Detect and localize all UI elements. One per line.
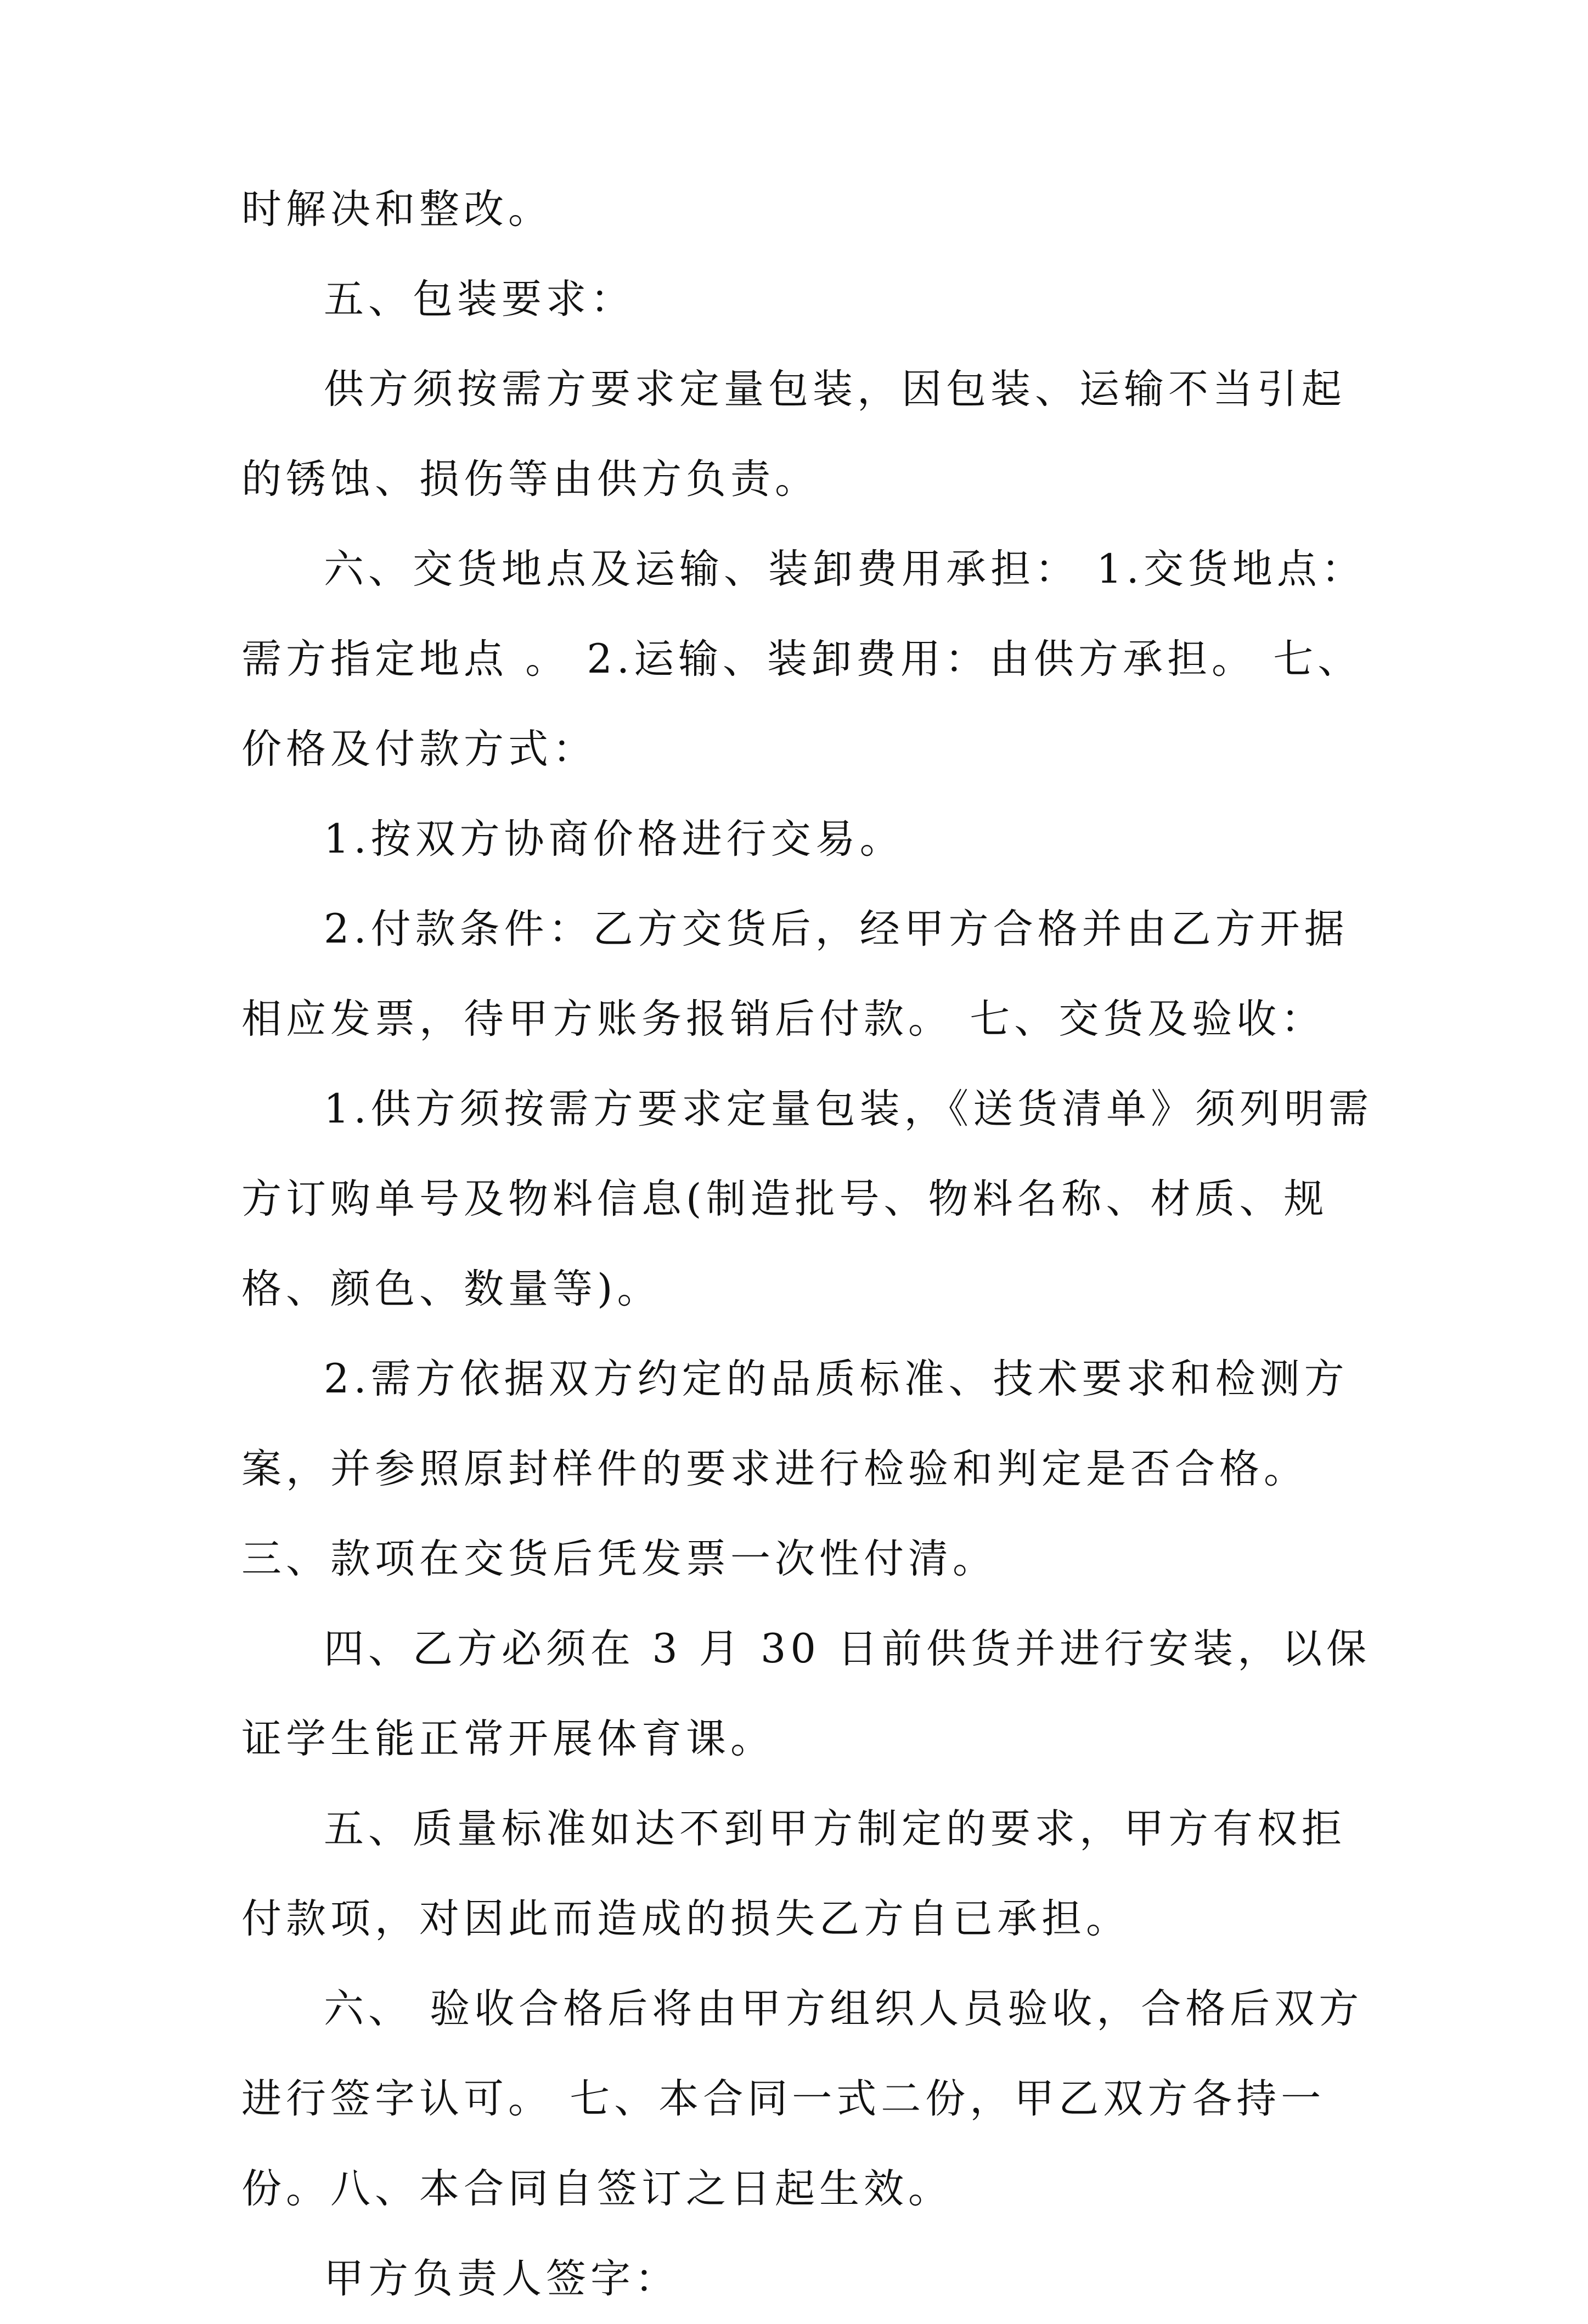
paragraph-payment-conditions: 2.付款条件：乙方交货后，经甲方合格并由乙方开据相应发票，待甲方账务报销后付款。 七、交货及验收： xyxy=(241,906,1349,1042)
paragraph-supply-deadline: 四、乙方必须在 3 月 30 日前供货并进行安装，以保证学生能正常开展体育课。 xyxy=(241,1626,1371,1762)
paragraph-inspection: 2.需方依据双方约定的品质标准、技术要求和检测方案，并参照原封样件的要求进行检验和判定是否合格。 三、款项在交货后凭发票一次性付清。 xyxy=(241,1356,1349,1582)
paragraph-signature: 甲方负责人签字： xyxy=(324,2255,679,2302)
paragraph-quality-standard: 五、质量标准如达不到甲方制定的要求，甲方有权拒付款项，对因此而造成的损失乙方自已承担。 xyxy=(241,1806,1346,1942)
paragraph-packaging-heading: 五、包装要求： xyxy=(324,276,635,323)
paragraph-packaging-terms: 供方须按需方要求定量包装，因包装、运输不当引起的锈蚀、损伤等由供方负责。 xyxy=(241,366,1346,503)
document-body xyxy=(241,165,1383,2324)
paragraph-price-negotiation: 1.按双方协商价格进行交易。 xyxy=(324,816,904,862)
paragraph-delivery-location: 六、交货地点及运输、装卸费用承担： 1.交货地点：需方指定地点 。 2.运输、装卸费用：由供方承担。 七、价格及付款方式： xyxy=(241,546,1366,772)
paragraph-acceptance: 六、 验收合格后将由甲方组织人员验收，合格后双方进行签字认可。 七、本合同一式二份，甲乙双方各持一份。八、本合同自签订之日起生效。 xyxy=(241,1985,1364,2212)
paragraph-delivery-list: 1.供方须按需方要求定量包装，《送货清单》须列明需方订购单号及物料信息(制造批号、物料名称、材质、规格、颜色、数量等)。 xyxy=(241,1086,1373,1312)
paragraph-continuation: 时解决和整改。 xyxy=(241,186,553,233)
